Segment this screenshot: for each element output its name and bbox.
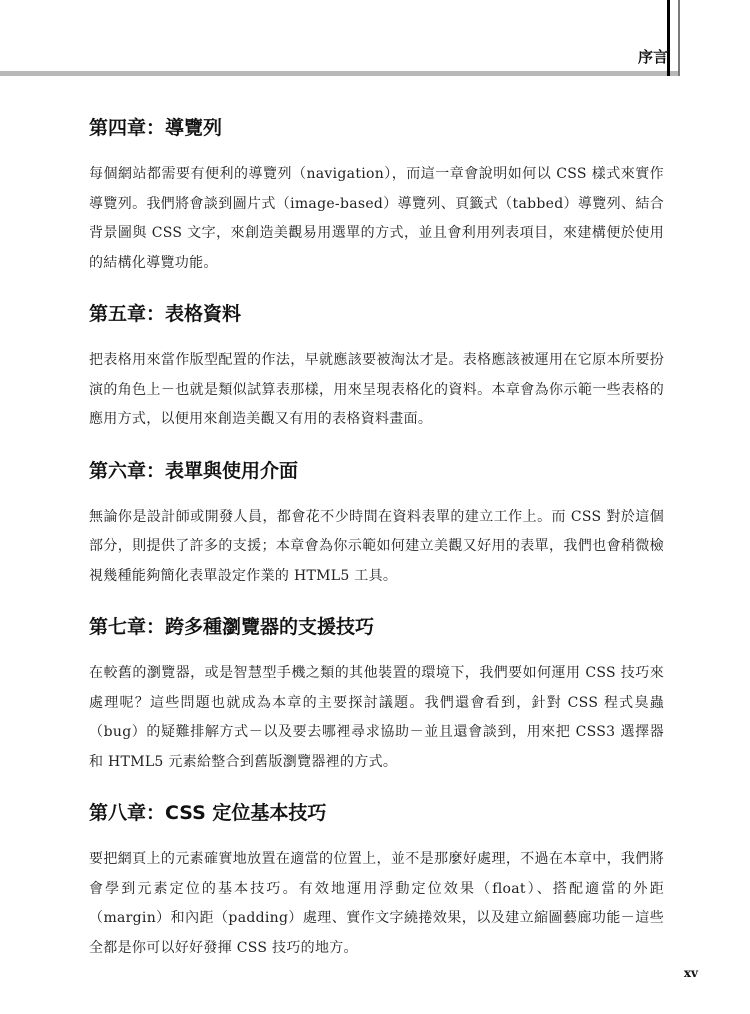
- header-rule: [0, 71, 678, 76]
- chapter-title: 第七章：跨多種瀏覽器的支援技巧: [89, 616, 375, 638]
- chapter-title: 第八章：CSS 定位基本技巧: [89, 802, 327, 824]
- chapter-body: 在較舊的瀏覽器，或是智慧型手機之類的其他裝置的環境下，我們要如何運用 CSS 技巧來處理呢？這些問題也就成為本章的主要探討議題。我們還會看到，針對 CSS 程式臭蟲（bug）的疑難排解方式－以及要去哪裡尋求協助－並且還會談到，用來把 CSS3 選擇器和 HTML5 元素給整合到舊版瀏覽器裡的方式。: [89, 665, 664, 770]
- chapter-7-section: [89, 613, 664, 777]
- chapter-body: 每個網站都需要有便利的導覽列（navigation），而這一章會說明如何以 CSS 樣式來實作導覽列。我們將會談到圖片式（image-based）導覽列、頁籤式（tabbed）導覽列、結合背景圖與 CSS 文字，來創造美觀易用選單的方式，並且會利用列表項目，來建構便於使用的結構化導覽功能。: [89, 166, 664, 271]
- header-bar-secondary: [678, 0, 680, 76]
- chapter-title: 第五章：表格資料: [89, 303, 242, 325]
- page-number: xv: [683, 966, 698, 980]
- chapter-6-section: [89, 457, 664, 592]
- chapter-title: 第六章：表單與使用介面: [89, 459, 299, 482]
- page-content: [89, 114, 664, 985]
- chapter-body: 把表格用來當作版型配置的作法，早就應該要被淘汰才是。表格應該被運用在它原本所要扮演的角色上－也就是類似試算表那樣，用來呈現表格化的資料。本章會為你示範一些表格的應用方式，以便用來創造美觀又有用的表格資料畫面。: [89, 352, 664, 427]
- chapter-5-section: [89, 300, 664, 435]
- running-header: 序言: [637, 48, 668, 66]
- chapter-4-section: [89, 114, 664, 278]
- chapter-body: 無論你是設計師或開發人員，都會花不少時間在資料表單的建立工作上。而 CSS 對於這個部分，則提供了許多的支援；本章會為你示範如何建立美觀又好用的表單，我們也會稍微檢視幾種能夠簡化表單設定作業的 HTML5 工具。: [89, 508, 664, 584]
- chapter-title: 第四章：導覽列: [89, 117, 223, 139]
- chapter-8-section: [89, 799, 664, 963]
- chapter-body: 要把網頁上的元素確實地放置在適當的位置上，並不是那麼好處理，不過在本章中，我們將會學到元素定位的基本技巧。有效地運用浮動定位效果（float）、搭配適當的外距（margin）和內距（padding）處理、實作文字繞捲效果，以及建立縮圖藝廊功能－這些全都是你可以好好發揮 CSS 技巧的地方。: [89, 851, 664, 956]
